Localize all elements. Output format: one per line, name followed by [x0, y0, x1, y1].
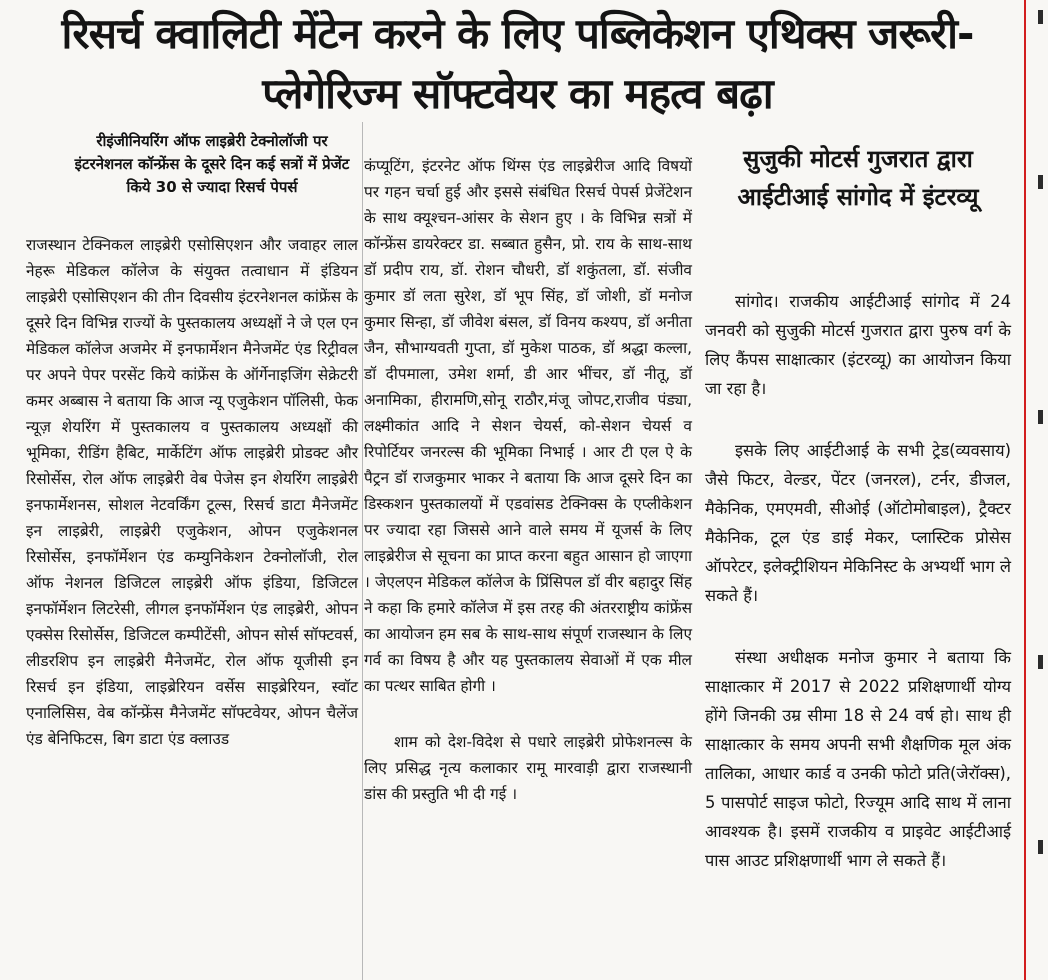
clipped-text-mark [1038, 10, 1043, 24]
side-article-paragraph-1: सांगोद। राजकीय आईटीआई सांगोद में 24 जनवरी को सुजुकी मोटर्स गुजरात द्वारा पुरुष वर्ग के लिए कैंपस साक्षात्कार (इंटरव्यू) का आयोजन किया जा रहा है। [705, 292, 1011, 398]
article-column-2-paragraph-2: शाम को देश-विदेश से पधारे लाइब्रेरी प्रोफेशनल्स के लिए प्रसिद्ध नृत्य कलाकार रामू मारवाड़ी द्वारा राजस्थानी डांस की प्रस्तुति भी दी गई । [364, 733, 692, 803]
page-edge-rule [1024, 0, 1026, 980]
article-column-1: राजस्थान टेक्निकल लाइब्रेरी एसोसिएशन और जवाहर लाल नेहरू मेडिकल कॉलेज के संयुक्त तत्वाधान में इंडियन लाइब्रेरी एसोसिएशन की तीन दिवसीय इंटरनेशनल कांफ्रेंस के दूसरे दिन विभिन्न राज्यों के पुस्तकालय अध्यक्षों ने जे एल एन मेडिकल कॉलेज अजमेर में इनफार्मेशन मैनेजमेंट एंड रिट्रीवल पर अपने पेपर परसेंट किये कांफ्रेंस के ऑर्गेनाइजिंग सेक्रेटरी कमर अब्बास ने बताया कि आज न्यू एजुकेशन पॉलिसी, फेक न्यूज़ शेयरिंग में पुस्तकालय व पुस्तकालय अध्यक्षों की भूमिका, रीडिंग हैबिट, मार्केटिंग ऑफ लाइब्रेरी प्रोडक्ट और रिसोर्सेस, रोल ऑफ लाइब्रेरी वेब पेजेस इन शेयरिंग लाइब्रेरी इनफार्मेशनस, सोशल नेटवर्किंग टूल्स, रिसर्च डाटा मैनेजमेंट इन लाइब्रेरी, लाइब्रेरी एजुकेशन, ओपन एजुकेशनल रिसोर्सेस, इनफॉर्मेशन एंड कम्युनिकेशन टेक्नोलॉजी, रोल ऑफ नेशनल डिजिटल लाइब्रेरी ऑफ इंडिया, डिजिटल इनफॉर्मेशन लिटरेसी, लीगल इनफॉर्मेशन एंड लाइब्रेरी, ओपन एक्सेस रिसोर्सेस, डिजिटल कम्पीटेंसी, ओपन सोर्स सॉफ्टवर्स, लीडरशिप इन लाइब्रेरी मैनेजमेंट, रोल ऑफ यूजीसी इन रिसर्च इन इंडिया, लाइब्रेरियन वर्सेस साइब्रेरियन, स्वॉट एनालिसिस, वेब कॉन्फ्रेंस मैनेजमेंट सॉफ्टवेयर, ओपन चैलेंज एंड बेनिफिटस, बिग डाटा एंड क्लाउड [26, 236, 359, 748]
side-article-paragraph-3: संस्था अधीक्षक मनोज कुमार ने बताया कि साक्षात्कार में 2017 से 2022 प्रशिक्षणार्थी योग्य होंगे जिनकी उम्र सीमा 18 से 24 वर्ष हो। साथ ही साक्षात्कार के समय अपनी सभी शैक्षणिक मूल अंक तालिका, आधार कार्ड व उनकी फोटो प्रति(जेरॉक्स), 5 पासपोर्ट साइज फोटो, रिज्यूम आदि साथ में लाना आवश्यक है। इसमें राजकीय व प्राइवेट आईटीआई पास आउट प्रशिक्षणार्थी भाग ले सकते हैं। [705, 648, 1011, 870]
side-article-body [705, 258, 1011, 904]
clipped-text-mark [1038, 175, 1043, 189]
side-article-paragraph-2: इसके लिए आईटीआई के सभी ट्रेड(व्यवसाय) जैसे फिटर, वेल्डर, पेंटर (जनरल), टर्नर, डीजल, मैकेनिक, एमएमवी, सीओई (ऑटोमोबाइल), ट्रैक्टर मैकेनिक, टूल एंड डाई मेकर, प्लास्टिक प्रोसेस ऑपरेटर, इलेक्ट्रीशियन मेकिनिस्ट के अभ्यर्थी भाग ले सकते हैं। [705, 441, 1011, 605]
article-sub-headline: रीइंजीनियरिंग ऑफ लाइब्रेरी टेक्नोलॉजी पर इंटरनेशनल कॉन्फ्रेंस के दूसरे दिन कई सत्रों में प्रेजेंट किये 30 से ज्यादा रिसर्च पेपर्स [74, 132, 350, 196]
column-divider [362, 122, 363, 980]
article-headline: रिसर्च क्वालिटी मेंटेन करने के लिए पब्लिकेशन एथिक्स जरूरी- प्लेगेरिज्म सॉफ्टवेयर का महत्व बढ़ा [61, 9, 974, 118]
side-article-headline: सुजुकी मोटर्स गुजरात द्वारा आईटीआई सांगोद में इंटरव्यू [737, 145, 979, 211]
article-column-2 [364, 127, 692, 833]
clipped-text-mark [1038, 840, 1043, 854]
clipped-text-mark [1038, 655, 1043, 669]
clipped-text-mark [1038, 410, 1043, 424]
article-column-2-paragraph-1: कंप्यूटिंग, इंटरनेट ऑफ थिंग्स एंड लाइब्रेरीज आदि विषयों पर गहन चर्चा हुई और इससे संबंधित रिसर्च पेपर्स प्रेजेंटेशन के साथ क्यूश्चन-आंसर के सेशन हुए । के विभिन्न सत्रों में कॉन्फ्रेंस डायरेक्टर डा. सब्बात हुसैन, प्रो. राय के साथ-साथ डॉ प्रदीप राय, डॉ. रोशन चौधरी, डॉ शकुंतला, डॉ. संजीव कुमार डॉ लता सुरेश, डॉ भूप सिंह, डॉ जोशी, डॉ मनोज कुमार सिन्हा, डॉ जीवेश बंसल, डॉ विनय कश्यप, डॉ अनीता जैन, सौभाग्यवती गुप्ता, डॉ मुकेश पाठक, डॉ श्रद्धा कल्ला, डॉ दीपमाला, उमेश शर्मा, डी आर भींचर, डॉ नीतू, डॉ अनामिका, हीरामणि,सोनू राठौर,मंजू जोपट,राजीव पंड्या, लक्ष्मीकांत आदि ने सेशन चेयर्स, को-सेशन चेयर्स व रिपोर्टियर जनरल्स की भूमिका निभाई । आर टी एल ऐ के पैट्रन डॉ राजकुमार भाकर ने बताया कि आज दूसरे दिन का डिस्कशन पुस्तकालयों में एडवांसड टेक्निक्स के एप्लीकेशन पर ज्यादा रहा जिससे आने वाले समय में यूजर्स के लिए लाइब्रेरीज से सूचना का प्राप्त करना बहुत आसान हो जाएगा । जेएलएन मेडिकल कॉलेज के प्रिंसिपल डॉ वीर बहादुर सिंह ने कहा कि हमारे कॉलेज में इस तरह की अंतरराष्ट्रीय कांफ्रेंस का आयोजन हम सब के साथ-साथ संपूर्ण राजस्थान के लिए गर्व का विषय है और यह पुस्तकालय सेवाओं में एक मील का पत्थर साबित होगी । [364, 157, 692, 695]
